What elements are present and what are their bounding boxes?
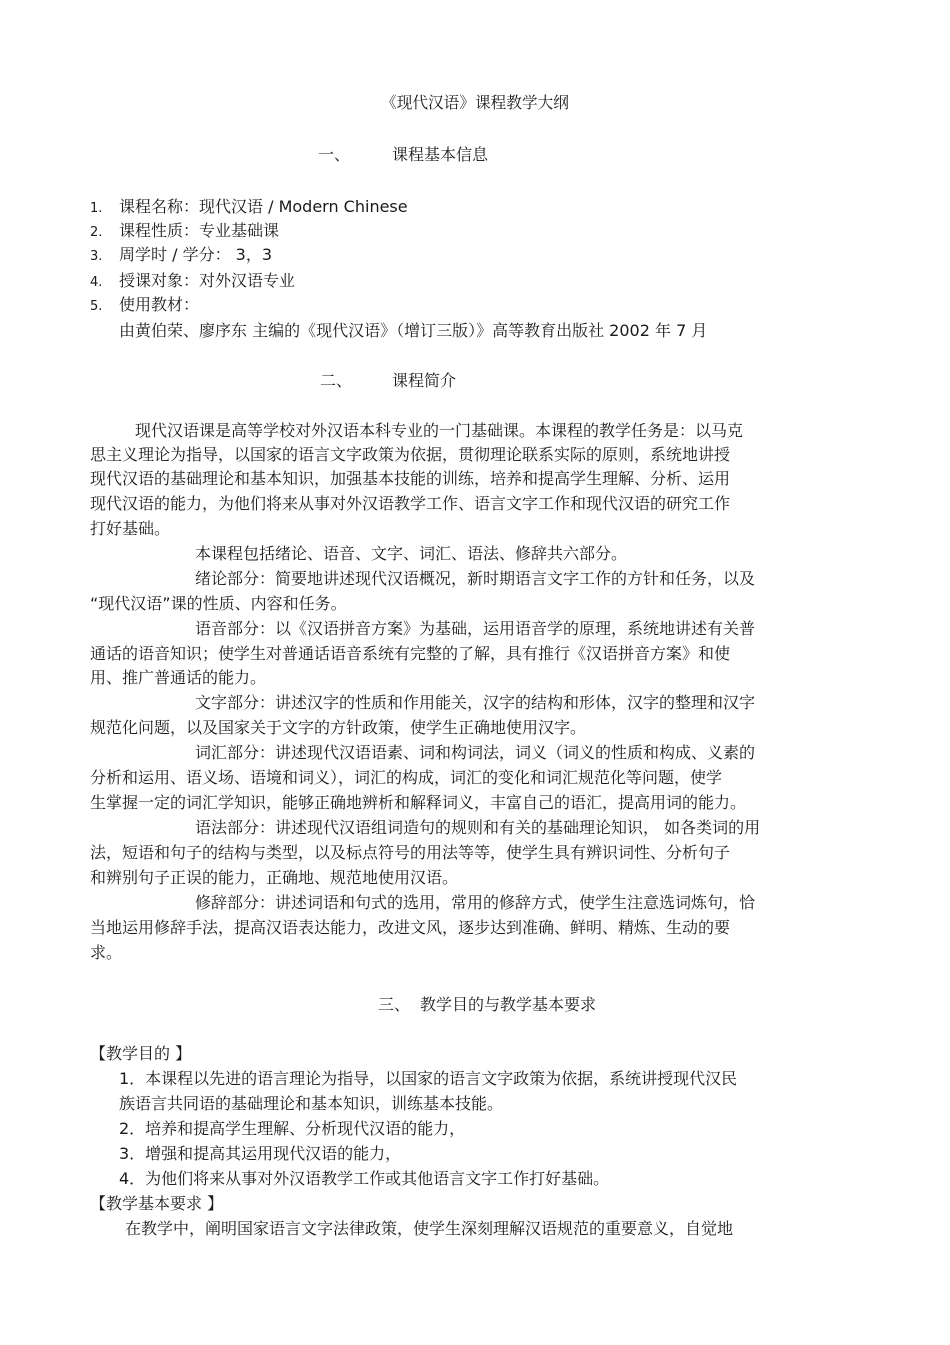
section-1-number: 一、: [318, 145, 351, 164]
parts-line: 本课程包括绪论、语音、文字、词汇、语法、修辞共六部分。: [195, 544, 628, 563]
parts-line: 求。: [90, 943, 123, 962]
intro-line: 现代汉语课是高等学校对外汉语本科专业的一门基础课。本课程的教学任务是：以马克: [135, 421, 744, 440]
parts-line: 当地运用修辞手法，提高汉语表达能力，改进文风，逐步达到准确、鲜明、精炼、生动的要: [90, 918, 731, 937]
parts-line: 用、推广普通话的能力。: [90, 668, 267, 687]
purpose-line: 族语言共同语的基础理论和基本知识，训练基本技能。: [119, 1094, 504, 1113]
section-3-number: 三、: [378, 995, 411, 1014]
purpose-line: 3．增强和提高其运用现代汉语的能力，: [119, 1144, 402, 1163]
document-title: 《现代汉语》课程教学大纲: [381, 93, 569, 112]
parts-line: 通话的语音知识；使学生对普通话语音系统有完整的了解，具有推行《汉语拼音方案》和使: [90, 644, 731, 663]
info-number: 4.: [90, 275, 103, 290]
purpose-line: 4．为他们将来从事对外汉语教学工作或其他语言文字工作打好基础。: [119, 1169, 610, 1188]
textbook-line: 由黄伯荣、廖序东 主编的《现代汉语》（增订三版）》高等教育出版社 2002 年 7 月: [119, 321, 708, 340]
info-number: 2.: [90, 225, 103, 240]
parts-line: 规范化问题，以及国家关于文字的方针政策，使学生正确地使用汉字。: [90, 718, 587, 737]
info-item: 授课对象：对外汉语专业: [119, 271, 296, 290]
intro-line: 现代汉语的基础理论和基本知识，加强基本技能的训练，培养和提高学生理解、分析、运用: [90, 469, 731, 488]
info-item: 使用教材：: [119, 295, 200, 314]
section-2-number: 二、: [320, 371, 353, 390]
parts-line: 文字部分：讲述汉字的性质和作用能关，汉字的结构和形体，汉字的整理和汉字: [195, 693, 756, 712]
info-number: 3.: [90, 249, 103, 264]
section-3-heading: 教学目的与教学基本要求: [420, 995, 597, 1014]
info-item: 课程名称：现代汉语 / Modern Chinese: [119, 197, 408, 216]
parts-line: 法，短语和句子的结构与类型，以及标点符号的用法等等，使学生具有辨识词性、分析句子: [90, 843, 731, 862]
intro-line: 现代汉语的能力，为他们将来从事对外汉语教学工作、语言文字工作和现代汉语的研究工作: [90, 494, 731, 513]
info-item: 课程性质：专业基础课: [119, 221, 280, 240]
info-item: 周学时 / 学分： 3，3: [119, 245, 273, 264]
purpose-line: 1．本课程以先进的语言理论为指导，以国家的语言文字政策为依据，系统讲授现代汉民: [119, 1069, 738, 1088]
parts-line: “现代汉语”课的性质、内容和任务。: [90, 594, 347, 613]
info-number: 5.: [90, 299, 103, 314]
parts-line: 语音部分：以《汉语拼音方案》为基础，运用语音学的原理，系统地讲述有关普: [195, 619, 756, 638]
section-1-heading: 课程基本信息: [392, 145, 489, 164]
purpose-label: 【教学目的 】: [90, 1044, 192, 1063]
purpose-line: 2．培养和提高学生理解、分析现代汉语的能力，: [119, 1119, 466, 1138]
parts-line: 生掌握一定的词汇学知识，能够正确地辨析和解释词义，丰富自己的语汇，提高用词的能力。: [90, 793, 747, 812]
requirement-label: 【教学基本要求 】: [90, 1194, 224, 1213]
intro-line: 思主义理论为指导，以国家的语言文字政策为依据，贯彻理论联系实际的原则，系统地讲授: [90, 445, 731, 464]
parts-line: 绪论部分：简要地讲述现代汉语概况，新时期语言文字工作的方针和任务，以及: [195, 569, 756, 588]
intro-line: 打好基础。: [90, 519, 171, 538]
parts-line: 修辞部分：讲述词语和句式的选用，常用的修辞方式，使学生注意选词炼句，恰: [195, 893, 756, 912]
parts-line: 分析和运用、语义场、语境和词义），词汇的构成，词汇的变化和词汇规范化等问题，使学: [90, 768, 723, 787]
requirement-line: 在教学中，阐明国家语言文字法律政策，使学生深刻理解汉语规范的重要意义，自觉地: [125, 1219, 734, 1238]
info-number: 1.: [90, 201, 103, 216]
section-2-heading: 课程简介: [392, 371, 457, 390]
parts-line: 词汇部分：讲述现代汉语语素、词和构词法，词义（词义的性质和构成、义素的: [195, 743, 756, 762]
parts-line: 和辨别句子正误的能力，正确地、规范地使用汉语。: [90, 868, 459, 887]
parts-line: 语法部分：讲述现代汉语组词造句的规则和有关的基础理论知识， 如各类词的用: [195, 818, 761, 837]
